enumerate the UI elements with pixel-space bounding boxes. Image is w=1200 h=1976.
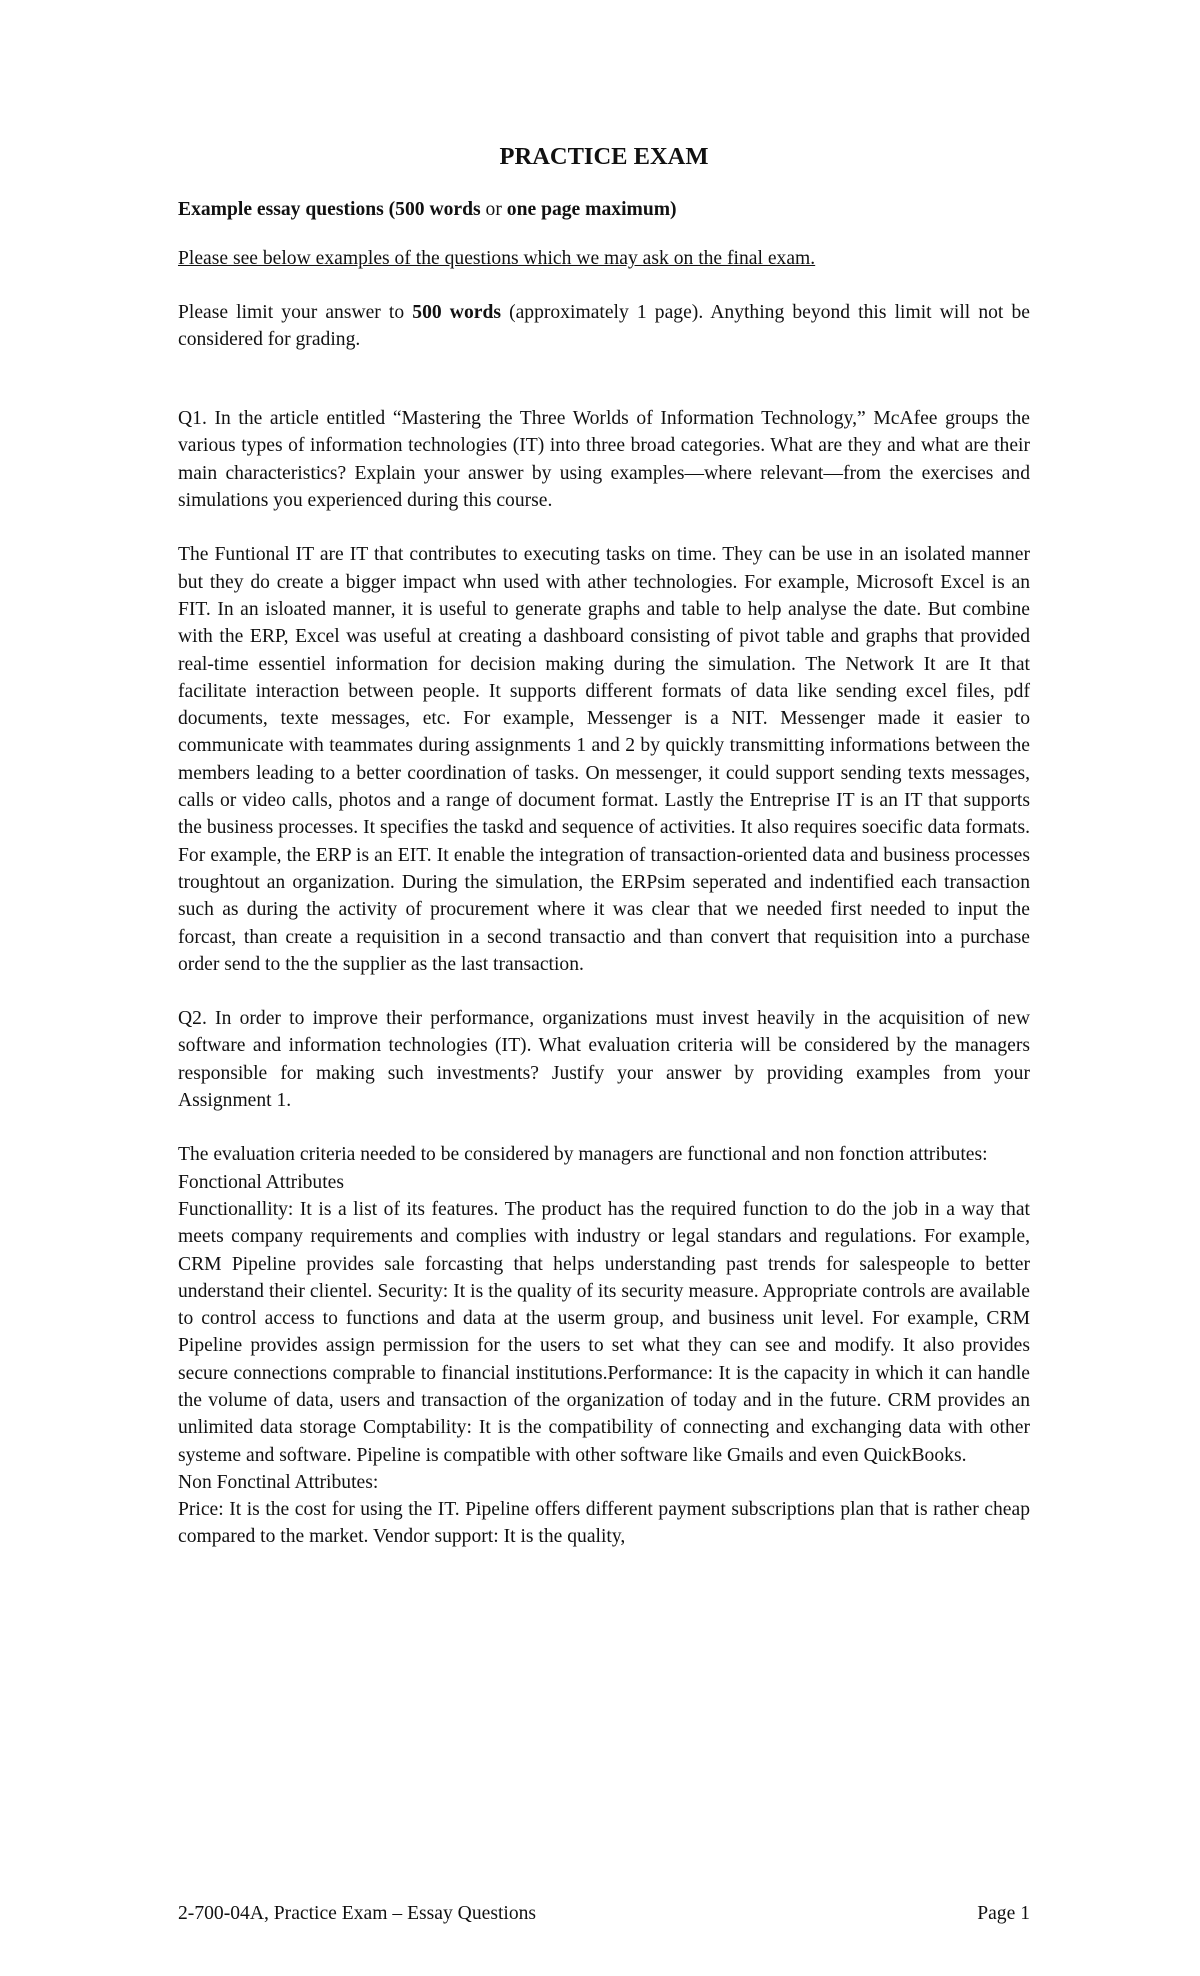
nonfunctional-attributes-text: Price: It is the cost for using the IT. Pipeline offers different payment subscriptions plan that is rather cheap compared to the market. Vendor support: It is the quality, [178,1499,1030,1548]
subtitle-part-3: one page maximum) [501,199,677,220]
page-title: PRACTICE EXAM [499,143,709,170]
footer-course-label: 2-700-04A, Practice Exam – Essay Questions [178,1903,537,1924]
limit-text-after: (approximately 1 page). Anything beyond this limit will not be considered for grading. [178,301,1030,350]
functional-attributes-heading: Fonctional Attributes [178,1171,344,1193]
question-1: Q1. In the article entitled “Mastering the Three Worlds of Information Technology,” McAfee groups the various types of information technologies (IT) into three broad categories. What are they and what are their main characteristics? Explain your answer by using examples—where relevant—from the exercises and simulations you experienced during this course. [178,408,1030,512]
subtitle-part-1: Example essay questions (500 words [178,199,486,220]
page-content [178,142,1030,1551]
question-2: Q2. In order to improve their performance, organizations must invest heavily in the acquisition of new software and information technologies (IT). What evaluation criteria will be considered by the managers responsible for making such investments? Justify your answer by providing examples from your Assignment 1. [178,1008,1030,1112]
functional-attributes-text: Functionallity: It is a list of its features. The product has the required function to do the job in a way that meets company requirements and complies with industry or legal standars and regulations. For example, CRM Pipeline provides sale forcasting that helps understanding past trends for salespeople to better understand their clientel. Security: It is the quality of its security measure. Appropriate controls are available to control access to functions and data at the userm group, and business unit level. For example, CRM Pipeline provides assign permission for the users to set what they can see and modify. It also provides secure connections comprable to financial institutions.Performance: It is the capacity in which it can handle the volume of data, users and transaction of the organization of today and in the future. CRM provides an unlimited data storage Comptability: It is the compatibility of connecting and exchanging data with other systeme and software. Pipeline is compatible with other software like Gmails and even QuickBooks. [178,1198,1030,1466]
limit-text-before: Please limit your answer to [178,301,413,323]
answer-2-intro: The evaluation criteria needed to be considered by managers are functional and non fonction attributes: [178,1144,988,1166]
exam-subtitle [178,196,1030,223]
nonfunctional-attributes-heading: Non Fonctinal Attributes: [178,1471,379,1493]
subtitle-part-2: or [485,199,502,220]
limit-word-count: 500 words [412,301,501,323]
page-footer [178,1900,1030,1927]
footer-page-number: Page 1 [977,1903,1030,1924]
word-limit-paragraph [178,299,1030,354]
intro-underlined-note: Please see below examples of the questions which we may ask on the final exam. [178,248,816,270]
answer-1: The Funtional IT are IT that contributes to executing tasks on time. They can be use in an isolated manner but they do create a bigger impact whn used with ather technologies. For example, Microsoft Excel is an FIT. In an isloated manner, it is useful to generate graphs and table to help analyse the date. But combine with the ERP, Excel was useful at creating a dashboard consisting of pivot table and graphs that provided real-time essentiel information for decision making during the simulation. The Network It are It that facilitate interaction between people. It supports different formats of data like sending excel files, pdf documents, texte messages, etc. For example, Messenger is a NIT. Messenger made it easier to communicate with teammates during assignments 1 and 2 by quickly transmitting informations between the members leading to a better coordination of tasks. On messenger, it could support sending texts messages, calls or video calls, photos and a range of document format. Lastly the Entreprise IT is an IT that supports the business processes. It specifies the taskd and sequence of activities. It also requires soecific data formats. For example, the ERP is an EIT. It enable the integration of transaction-oriented data and business processes troughtout an organization. During the simulation, the ERPsim seperated and indentified each transaction such as during the activity of procurement where it was clear that we needed first needed to input the forcast, than create a requisition in a second transactio and than convert that requisition into a purchase order send to the the supplier as the last transaction. [178,544,1030,975]
